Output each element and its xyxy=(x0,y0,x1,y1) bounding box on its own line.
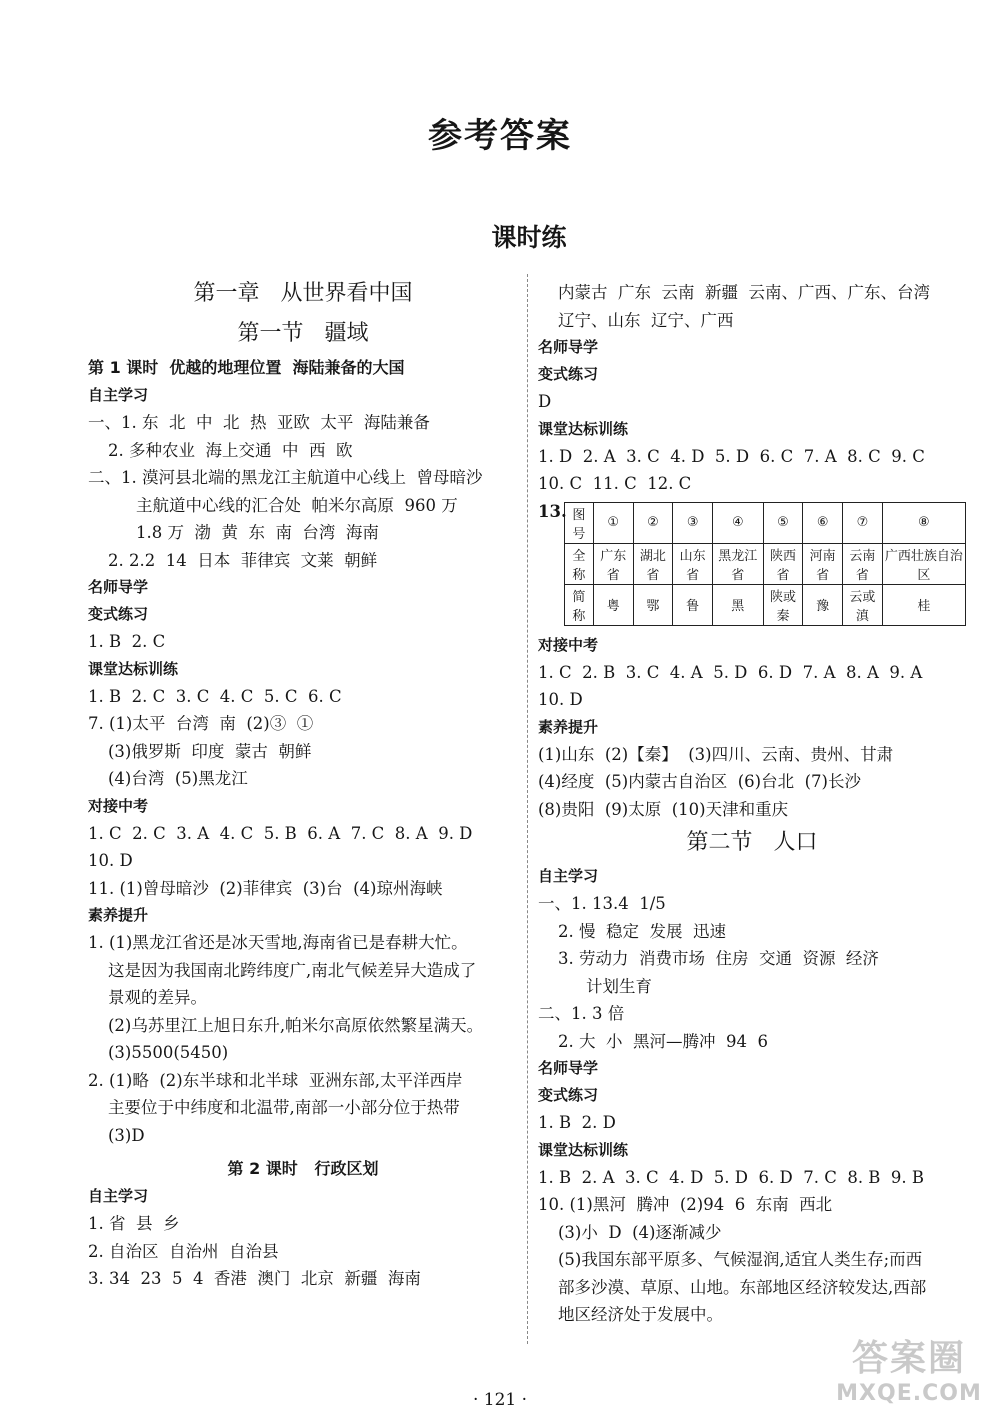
table-cell: ③ xyxy=(673,502,713,543)
answer-line: 1. B 2. A 3. C 4. D 5. D 6. D 7. C 8. B 9. B xyxy=(538,1167,925,1187)
subheading: 名师导学 xyxy=(538,338,599,356)
table-cell: 鄂 xyxy=(633,584,673,625)
subheading: 自主学习 xyxy=(538,867,599,885)
table-row xyxy=(565,543,966,584)
answer-line: 2. 自治区 自治州 自治县 xyxy=(88,1241,279,1261)
answer-line: 部多沙漠、草原、山地。东部地区经济较发达,西部 xyxy=(558,1277,927,1297)
answer-line: 1. D 2. A 3. C 4. D 5. D 6. C 7. A 8. C 9. C xyxy=(538,446,925,466)
table-cell: ④ xyxy=(713,502,764,543)
table-cell: 云南省 xyxy=(843,543,883,584)
table-row xyxy=(565,502,966,543)
answer-line: 二、1. 漠河县北端的黑龙江主航道中心线上 曾母暗沙 xyxy=(88,468,483,487)
answer-13-table-block xyxy=(538,502,966,626)
answer-line: 2. 大 小 黑河—腾冲 94 6 xyxy=(558,1031,768,1051)
subheading: 素养提升 xyxy=(88,906,149,924)
table-cell: 图号 xyxy=(565,502,594,543)
table-cell: 全称 xyxy=(565,543,594,584)
answer-line: (4)台湾 (5)黑龙江 xyxy=(108,769,248,788)
subheading: 名师导学 xyxy=(538,1059,599,1077)
answer-line: (2)乌苏里江上旭日东升,帕米尔高原依然繁星满天。 xyxy=(108,1015,484,1035)
chapter-heading: 第一节 疆域 xyxy=(237,321,369,346)
table-cell: 广东省 xyxy=(593,543,633,584)
table-cell: 河南省 xyxy=(803,543,843,584)
answer-line: (4)经度 (5)内蒙古自治区 (6)台北 (7)长沙 xyxy=(538,772,861,791)
subheading: 变式练习 xyxy=(538,365,599,383)
subheading: 课堂达标训练 xyxy=(538,1140,629,1159)
answer-line: 11. (1)曾母暗沙 (2)菲律宾 (3)台 (4)琼州海峡 xyxy=(88,878,443,898)
answer-line: 主航道中心线的汇合处 帕米尔高原 960 万 xyxy=(136,495,458,515)
table-cell: 湖北省 xyxy=(633,543,673,584)
right-column-top xyxy=(538,279,966,498)
answer-line: 地区经济处于发展中。 xyxy=(558,1305,723,1324)
answer-line: 1.8 万 渤 黄 东 南 台湾 海南 xyxy=(136,523,379,542)
chapter-heading: 第一章 从世界看中国 xyxy=(193,281,413,306)
answer-line: 1. B 2. D xyxy=(538,1113,616,1132)
answer-line: 1. B 2. C 3. C 4. C 5. C 6. C xyxy=(88,686,342,706)
table-cell: 陕西省 xyxy=(763,543,803,584)
answer-line: 1. C 2. C 3. A 4. C 5. B 6. A 7. C 8. A 9. D xyxy=(88,823,473,843)
answer-line: 2. 多种农业 海上交通 中 西 欧 xyxy=(108,440,353,460)
answer-line: 二、1. 3 倍 xyxy=(538,1004,625,1023)
subheading: 第 2 课时 行政区划 xyxy=(227,1159,379,1178)
table-cell: 简称 xyxy=(565,584,594,625)
subheading: 对接中考 xyxy=(538,635,599,654)
answer-line: 10. C 11. C 12. C xyxy=(538,474,692,493)
subheading: 课堂达标训练 xyxy=(538,419,629,438)
table-cell: ① xyxy=(593,502,633,543)
answer-line: (5)我国东部平原多、气候湿润,适宜人类生存;而西 xyxy=(558,1250,923,1269)
answer-line: D xyxy=(538,392,552,411)
watermark-text: 答案圈 xyxy=(851,1338,966,1379)
subheading: 自主学习 xyxy=(88,386,149,404)
answer-line: 10. (1)黑河 腾冲 (2)94 6 东南 西北 xyxy=(538,1195,833,1214)
table-cell: ⑧ xyxy=(882,502,965,543)
answer-line: 10. D xyxy=(538,690,583,709)
answer-line: 内蒙古 广东 云南 新疆 云南、广西、广东、台湾 xyxy=(558,283,930,302)
answer-line: 2. 慢 稳定 发展 迅速 xyxy=(558,921,726,941)
answer-line: 10. D xyxy=(88,851,133,870)
answer-line: 1. B 2. C xyxy=(88,632,166,651)
subheading: 课堂达标训练 xyxy=(88,659,179,678)
answer-line: 辽宁、山东 辽宁、广西 xyxy=(558,310,734,330)
answer-line: (1)山东 (2)【秦】 (3)四川、云南、贵州、甘肃 xyxy=(538,744,894,764)
table-cell: ⑥ xyxy=(803,502,843,543)
table-cell: 黑龙江省 xyxy=(713,543,764,584)
province-table xyxy=(564,502,966,626)
watermark-url: MXQE.COM xyxy=(836,1381,982,1406)
table-question-label: 13. xyxy=(538,501,567,521)
table-cell: 广西壮族自治区 xyxy=(882,543,965,584)
answer-line: 1. 省 县 乡 xyxy=(88,1214,180,1233)
answer-line: 主要位于中纬度和北温带,南部一小部分位于热带 xyxy=(108,1098,460,1117)
answer-line: 2. (1)略 (2)东半球和北半球 亚洲东部,太平洋西岸 xyxy=(88,1070,463,1090)
answer-line: 一、1. 东 北 中 北 热 亚欧 太平 海陆兼备 xyxy=(88,413,430,432)
answer-line: (3)俄罗斯 印度 蒙古 朝鲜 xyxy=(108,741,312,761)
table-cell: 山东省 xyxy=(673,543,713,584)
table-cell: ② xyxy=(633,502,673,543)
answer-line: 这是因为我国南北跨纬度广,南北气候差异大造成了 xyxy=(108,960,477,980)
page-title: 参考答案 xyxy=(428,116,572,156)
table-cell: 桂 xyxy=(882,584,965,625)
subheading: 对接中考 xyxy=(88,796,149,815)
answer-line: 7. (1)太平 台湾 南 (2)③ ① xyxy=(88,714,314,733)
table-cell: ⑦ xyxy=(843,502,883,543)
answer-line: 3. 34 23 5 4 香港 澳门 北京 新疆 海南 xyxy=(88,1269,421,1288)
table-cell: 粤 xyxy=(593,584,633,625)
right-column xyxy=(538,279,966,1329)
table-cell: 黑 xyxy=(713,584,764,625)
answer-line: 计划生育 xyxy=(586,976,652,996)
answer-line: (3)5500(5450) xyxy=(108,1043,229,1062)
answer-line: 2. 2.2 14 日本 菲律宾 文莱 朝鲜 xyxy=(108,550,378,570)
page-number: · 121 · xyxy=(472,1390,528,1410)
answer-line: 3. 劳动力 消费市场 住房 交通 资源 经济 xyxy=(558,949,879,968)
answer-line: (8)贵阳 (9)太原 (10)天津和重庆 xyxy=(538,799,789,819)
subheading: 自主学习 xyxy=(88,1187,149,1205)
answer-line: 景观的差异。 xyxy=(108,988,207,1007)
answer-line: (3)小 D (4)逐渐减少 xyxy=(558,1222,722,1242)
answer-line: 1. C 2. B 3. C 4. A 5. D 6. D 7. A 8. A 9. A xyxy=(538,662,923,682)
right-column-bottom xyxy=(538,632,966,1329)
subheading: 名师导学 xyxy=(88,578,149,596)
table-row xyxy=(565,584,966,625)
table-cell: 云或滇 xyxy=(843,584,883,625)
table-cell: 豫 xyxy=(803,584,843,625)
subheading: 变式练习 xyxy=(538,1086,599,1104)
column-divider xyxy=(527,274,528,1344)
left-column xyxy=(88,274,518,1293)
section-title: 课时练 xyxy=(491,223,567,252)
subheading: 第 1 课时 优越的地理位置 海陆兼备的大国 xyxy=(88,358,405,377)
table-cell: 陕或秦 xyxy=(763,584,803,625)
table-cell: ⑤ xyxy=(763,502,803,543)
subheading: 素养提升 xyxy=(538,717,599,736)
answer-line: (3)D xyxy=(108,1125,145,1145)
answer-line: 1. (1)黑龙江省还是冰天雪地,海南省已是春耕大忙。 xyxy=(88,933,468,952)
table-cell: 鲁 xyxy=(673,584,713,625)
subheading: 变式练习 xyxy=(88,605,149,623)
chapter-heading: 第二节 人口 xyxy=(686,830,818,855)
watermark-logo xyxy=(834,1337,984,1417)
answer-line: 一、1. 13.4 1/5 xyxy=(538,894,666,913)
